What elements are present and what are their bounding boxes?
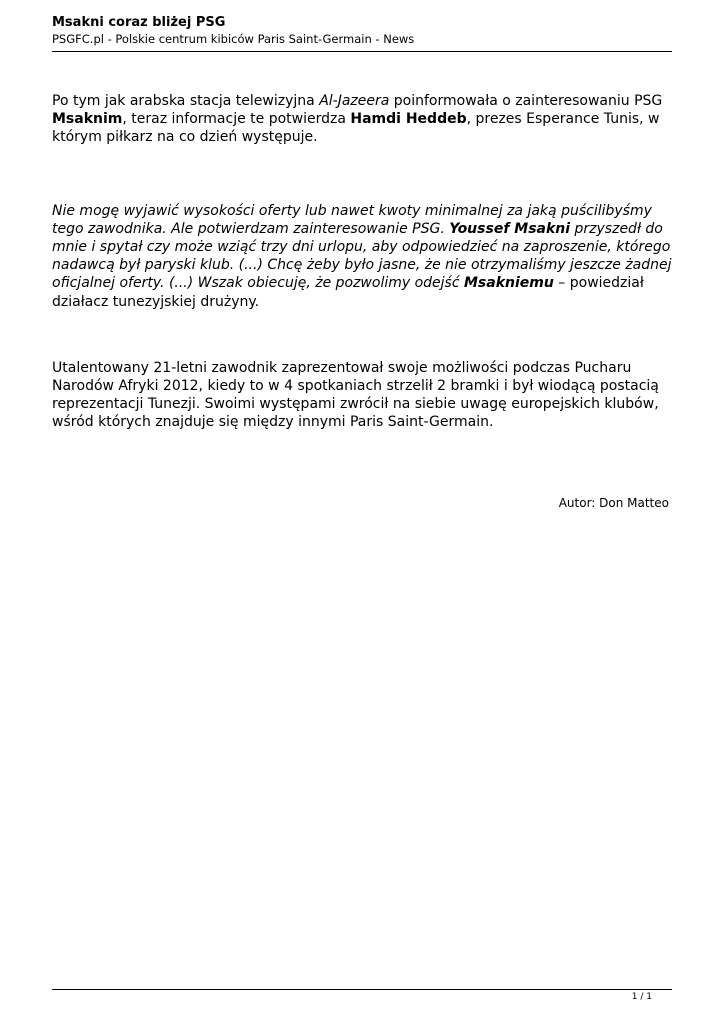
page-title: Msakni coraz bliżej PSG	[52, 15, 226, 30]
source-name: Al-Jazeera	[319, 93, 390, 109]
player-name: Msaknim	[52, 111, 123, 128]
header-divider	[52, 51, 672, 52]
intro-text: , prezes Esperance Tunis, w którym piłkarz na co dzień występuje.	[52, 111, 660, 146]
quote-text: Nie mogę wyjawić wysokości oferty lub nawet kwoty minimalnej za jaką puścilibyśmy tego zawodnika. Ale potwierdzam zainteresowanie PSG.	[52, 202, 652, 237]
footer-divider	[52, 989, 672, 990]
quote-text: przyszedł do mnie i spytał czy może wziąć trzy dni urlopu, aby odpowiedzieć na zaproszenie, którego nadawcą był paryski klub. (...) Chcę żeby było jasne, że nie otrzymaliśmy jeszcze żadnej oficjalnej oferty. (...) Wszak obiecuję, że pozwolimy odejść	[52, 220, 672, 292]
quote-attribution: – powiedział działacz tunezyjskiej drużyny.	[52, 275, 644, 310]
author-credit: Autor: Don Matteo	[558, 495, 669, 510]
intro-text: poinformowała o zainteresowaniu PSG	[389, 93, 663, 109]
president-name: Hamdi Heddeb	[350, 111, 467, 128]
bio-paragraph: Utalentowany 21-letni zawodnik zaprezentował swoje możliwości podczas Pucharu Narodów Afryki 2012, kiedy to w 4 spotkaniach strzelił 2 bramki i był wiodącą postacią reprezentacji Tunezji. Swoimi występami zwrócił na siebie uwagę europejskich klubów, wśród których znajduje się między innymi Paris Saint-Germain.	[52, 359, 659, 431]
quote-paragraph	[52, 202, 677, 311]
article-body	[52, 92, 677, 512]
intro-text: , teraz informacje te potwierdza	[122, 111, 351, 128]
site-subtitle: PSGFC.pl - Polskie centrum kibiców Paris Saint-Germain - News	[52, 32, 415, 46]
intro-text: Po tym jak arabska stacja telewizyjna	[52, 93, 320, 109]
player-name: Msakniemu	[464, 275, 554, 292]
intro-paragraph	[52, 92, 677, 147]
page-header	[52, 14, 672, 47]
page-number: 1 / 1	[631, 992, 652, 1002]
player-full-name: Youssef Msakni	[449, 220, 571, 237]
